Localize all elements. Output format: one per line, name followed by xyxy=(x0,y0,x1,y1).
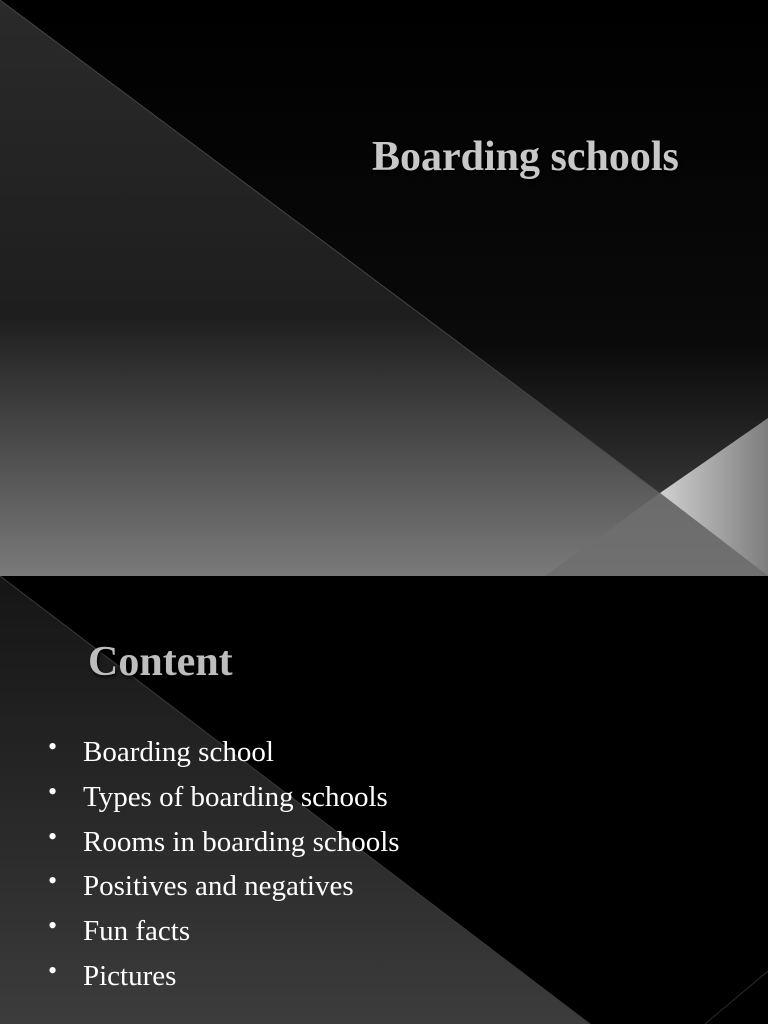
list-item-label: Positives and negatives xyxy=(83,870,354,903)
slide-title: Boarding schools xyxy=(372,134,679,180)
bullet-icon: • xyxy=(48,776,58,806)
bullet-icon: • xyxy=(48,911,58,941)
list-item-label: Types of boarding schools xyxy=(83,780,388,813)
list-item-label: Pictures xyxy=(83,959,177,992)
bullet-icon: • xyxy=(48,732,58,761)
list-item-label: Rooms in boarding schools xyxy=(83,825,400,858)
bullet-icon: • xyxy=(48,955,58,985)
bullet-icon: • xyxy=(48,821,58,851)
list-item-label: Boarding school xyxy=(83,736,274,768)
content-slide xyxy=(0,576,768,1024)
bullet-icon: • xyxy=(48,866,58,896)
list-item-label: Fun facts xyxy=(83,915,191,948)
slide-heading: Content xyxy=(88,639,233,685)
